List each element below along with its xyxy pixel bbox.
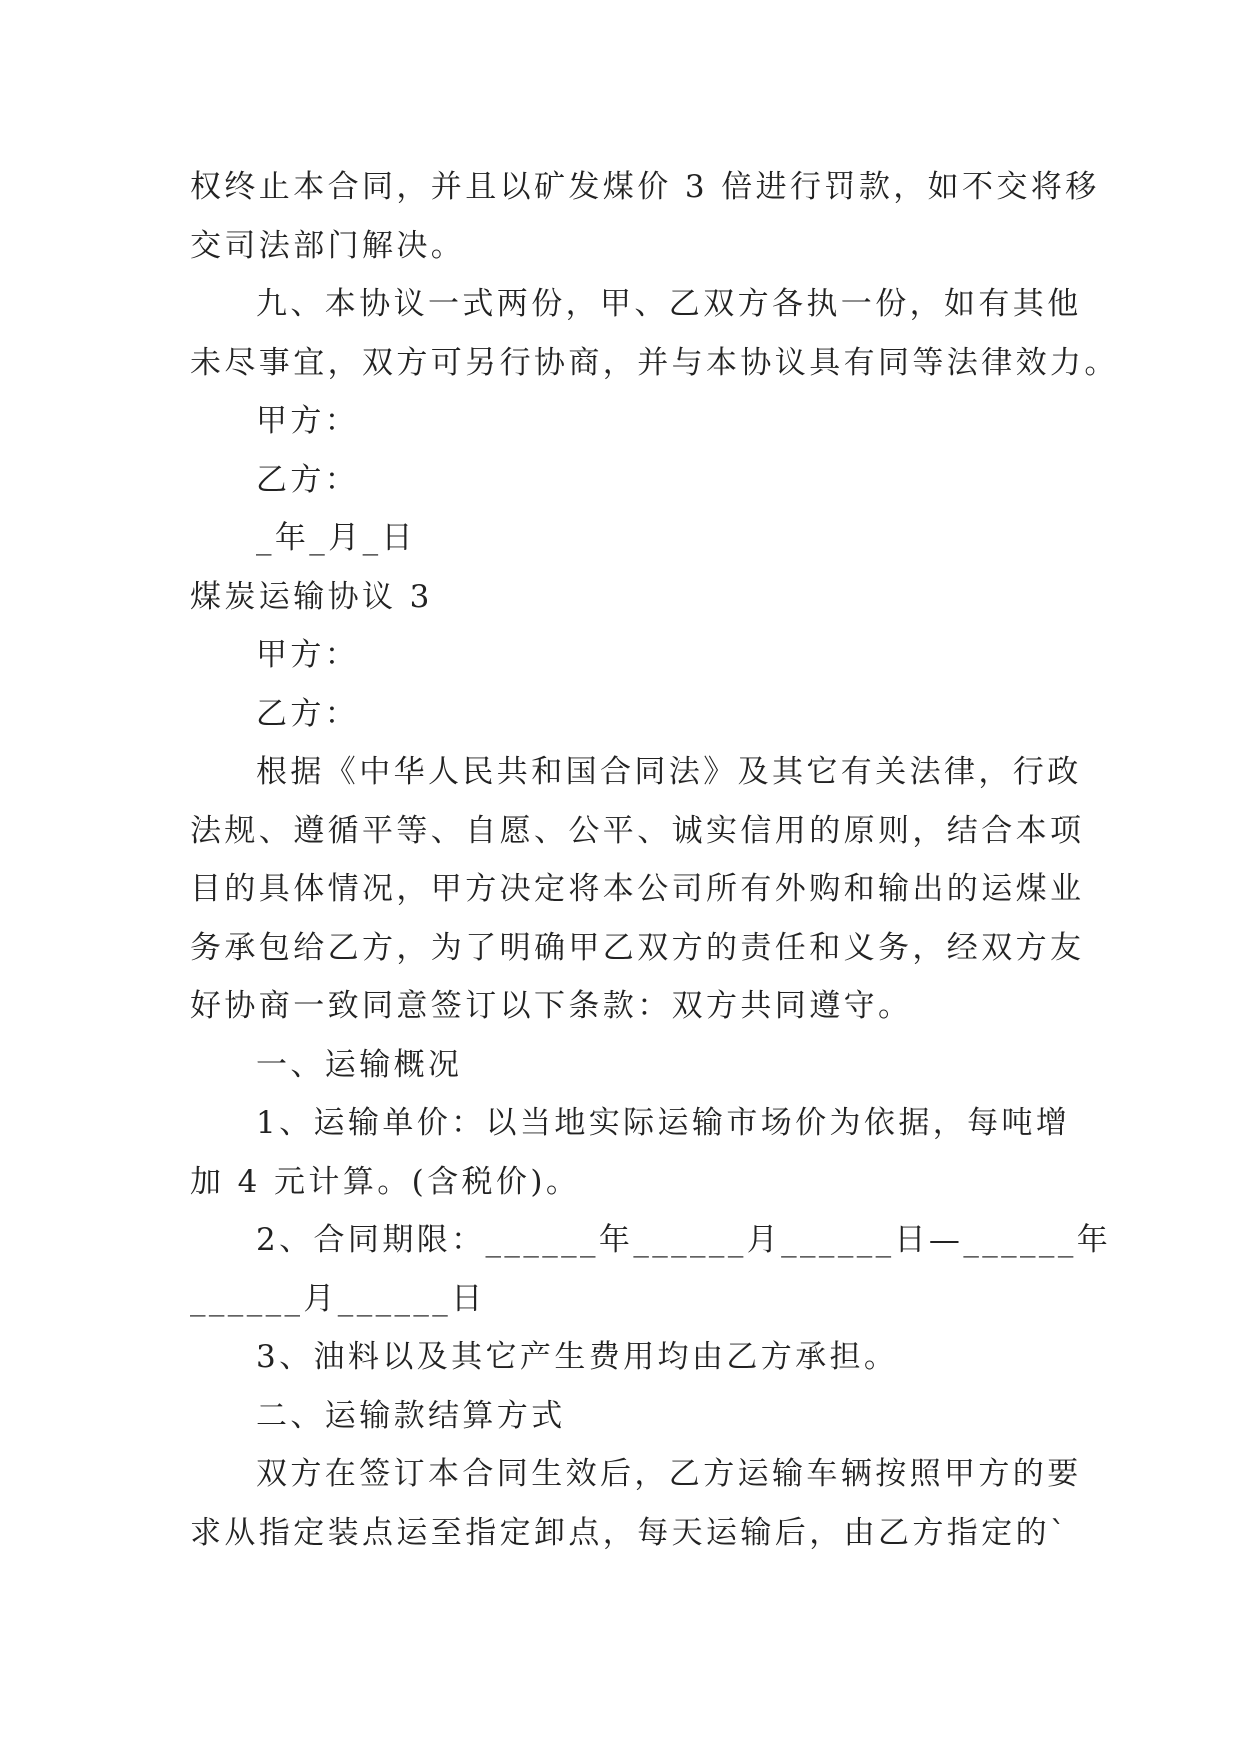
body-line: 交司法部门解决。	[190, 227, 466, 264]
heading-transport-overview: 一、运输概况	[256, 1046, 463, 1083]
document-body	[190, 158, 1119, 1562]
body-line: 加 4 元计算。(含税价)。	[190, 1163, 581, 1200]
party-a-label: 甲方：	[256, 637, 360, 673]
party-b-label: 乙方：	[256, 695, 360, 732]
preamble-line: 根据《中华人民共和国合同法》及其它有关法律，行政	[256, 754, 1082, 790]
date-line: _年_月_日	[256, 520, 416, 556]
body-line: 目的具体情况，甲方决定将本公司所有外购和输出的运煤业	[190, 871, 1085, 907]
party-b-label: 乙方：	[256, 461, 360, 498]
body-line: 务承包给乙方，为了明确甲乙双方的责任和义务，经双方友	[190, 929, 1085, 966]
body-line: 求从指定装点运至指定卸点，每天运输后，由乙方指定的`	[190, 1514, 1069, 1551]
clause-nine-line: 九、本协议一式两份，甲、乙双方各执一份，如有其他	[256, 286, 1082, 322]
section-title: 煤炭运输协议 3	[190, 578, 433, 615]
item-fuel-costs: 3、油料以及其它产生费用均由乙方承担。	[256, 1339, 899, 1375]
body-line: 未尽事宜，双方可另行协商，并与本协议具有同等法律效力。	[190, 344, 1119, 381]
party-a-label: 甲方：	[256, 403, 360, 439]
settlement-line: 双方在签订本合同生效后，乙方运输车辆按照甲方的要	[256, 1456, 1082, 1492]
body-line: 权终止本合同，并且以矿发煤价 3 倍进行罚款，如不交将移	[190, 169, 1100, 205]
heading-settlement: 二、运输款结算方式	[256, 1397, 566, 1434]
body-line: 法规、遵循平等、自愿、公平、诚实信用的原则，结合本项	[190, 812, 1085, 849]
body-line: ______月______日	[190, 1280, 486, 1317]
item-contract-term: 2、合同期限：______年______月______日—______年	[256, 1222, 1112, 1258]
body-line: 好协商一致同意签订以下条款：双方共同遵守。	[190, 988, 913, 1024]
item-unit-price: 1、运输单价：以当地实际运输市场价为依据，每吨增	[256, 1105, 1071, 1141]
